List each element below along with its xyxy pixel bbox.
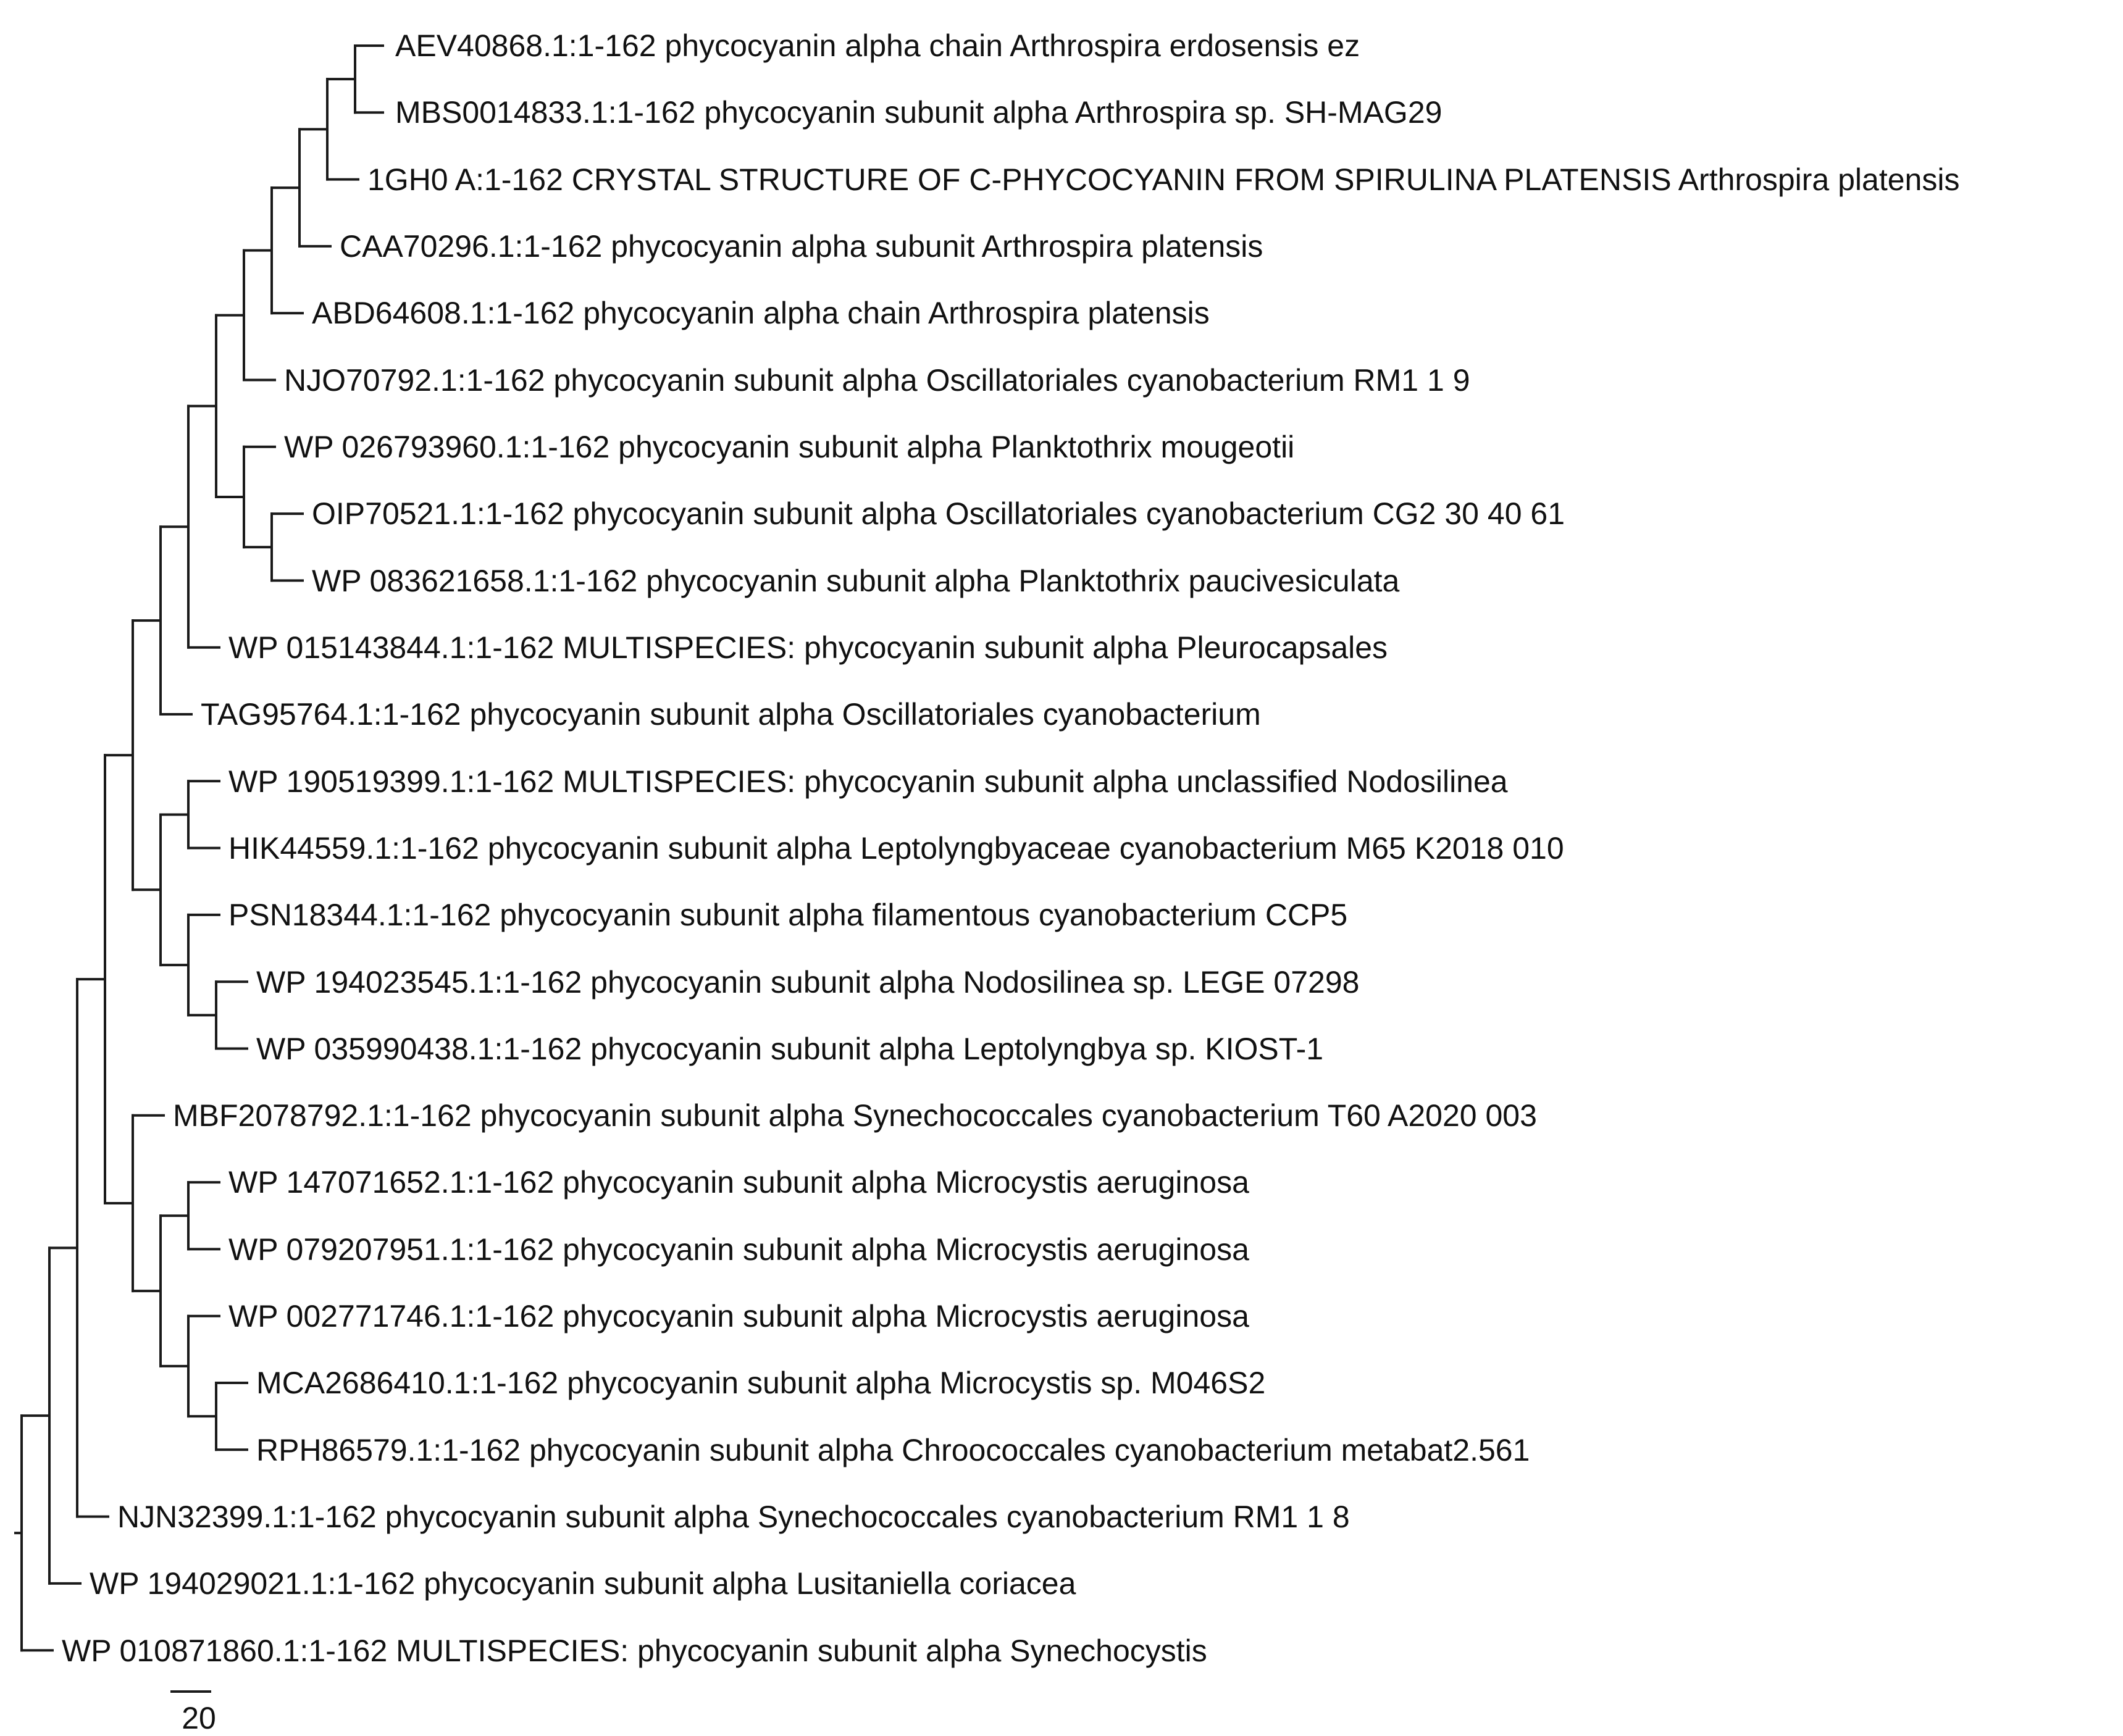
leaf-label: MBF2078792.1:1-162 phycocyanin subunit alpha Synechococcales cyanobacterium T60 A2020 003	[173, 1098, 1537, 1133]
leaf-label: WP 015143844.1:1-162 MULTISPECIES: phycocyanin subunit alpha Pleurocapsales	[228, 630, 1388, 665]
leaf-label: PSN18344.1:1-162 phycocyanin subunit alpha filamentous cyanobacterium CCP5	[228, 898, 1348, 932]
leaf-labels	[62, 28, 1959, 1668]
leaf-label: ABD64608.1:1-162 phycocyanin alpha chain Arthrospira platensis	[312, 296, 1210, 330]
leaf-label: MBS0014833.1:1-162 phycocyanin subunit alpha Arthrospira sp. SH-MAG29	[395, 95, 1443, 130]
leaf-label: MCA2686410.1:1-162 phycocyanin subunit alpha Microcystis sp. M046S2	[256, 1366, 1266, 1400]
leaf-label: WP 010871860.1:1-162 MULTISPECIES: phycocyanin subunit alpha Synechocystis	[62, 1634, 1207, 1668]
leaf-label: WP 035990438.1:1-162 phycocyanin subunit alpha Leptolyngbya sp. KIOST-1	[256, 1032, 1324, 1066]
leaf-label: WP 194023545.1:1-162 phycocyanin subunit alpha Nodosilinea sp. LEGE 07298	[256, 965, 1360, 999]
leaf-label: CAA70296.1:1-162 phycocyanin alpha subunit Arthrospira platensis	[340, 229, 1263, 264]
leaf-label: WP 026793960.1:1-162 phycocyanin subunit alpha Planktothrix mougeotii	[284, 430, 1295, 464]
leaf-label: NJO70792.1:1-162 phycocyanin subunit alpha Oscillatoriales cyanobacterium RM1 1 9	[284, 363, 1470, 398]
leaf-label: WP 083621658.1:1-162 phycocyanin subunit alpha Planktothrix paucivesiculata	[312, 564, 1400, 598]
leaf-label: WP 002771746.1:1-162 phycocyanin subunit alpha Microcystis aeruginosa	[228, 1299, 1249, 1333]
leaf-label: WP 194029021.1:1-162 phycocyanin subunit alpha Lusitaniella coriacea	[90, 1566, 1076, 1601]
leaf-label: WP 190519399.1:1-162 MULTISPECIES: phycocyanin subunit alpha unclassified Nodosilinea	[228, 764, 1508, 799]
leaf-label: WP 079207951.1:1-162 phycocyanin subunit alpha Microcystis aeruginosa	[228, 1232, 1249, 1267]
leaf-label: AEV40868.1:1-162 phycocyanin alpha chain Arthrospira erdosensis ez	[395, 28, 1360, 63]
leaf-label: HIK44559.1:1-162 phycocyanin subunit alpha Leptolyngbyaceae cyanobacterium M65 K2018 010	[228, 831, 1564, 866]
leaf-label: NJN32399.1:1-162 phycocyanin subunit alpha Synechococcales cyanobacterium RM1 1 8	[117, 1500, 1350, 1534]
leaf-label: 1GH0 A:1-162 CRYSTAL STRUCTURE OF C-PHYCOCYANIN FROM SPIRULINA PLATENSIS Arthrospira platensis	[367, 162, 1960, 197]
leaf-label: RPH86579.1:1-162 phycocyanin subunit alpha Chroococcales cyanobacterium metabat2.561	[256, 1433, 1530, 1467]
scale-bar-label: 20	[182, 1701, 216, 1735]
leaf-label: TAG95764.1:1-162 phycocyanin subunit alpha Oscillatoriales cyanobacterium	[201, 697, 1261, 732]
leaf-label: OIP70521.1:1-162 phycocyanin subunit alpha Oscillatoriales cyanobacterium CG2 30 40 61	[312, 496, 1565, 531]
scale-bar	[172, 1692, 216, 1735]
leaf-label: WP 147071652.1:1-162 phycocyanin subunit alpha Microcystis aeruginosa	[228, 1165, 1249, 1200]
